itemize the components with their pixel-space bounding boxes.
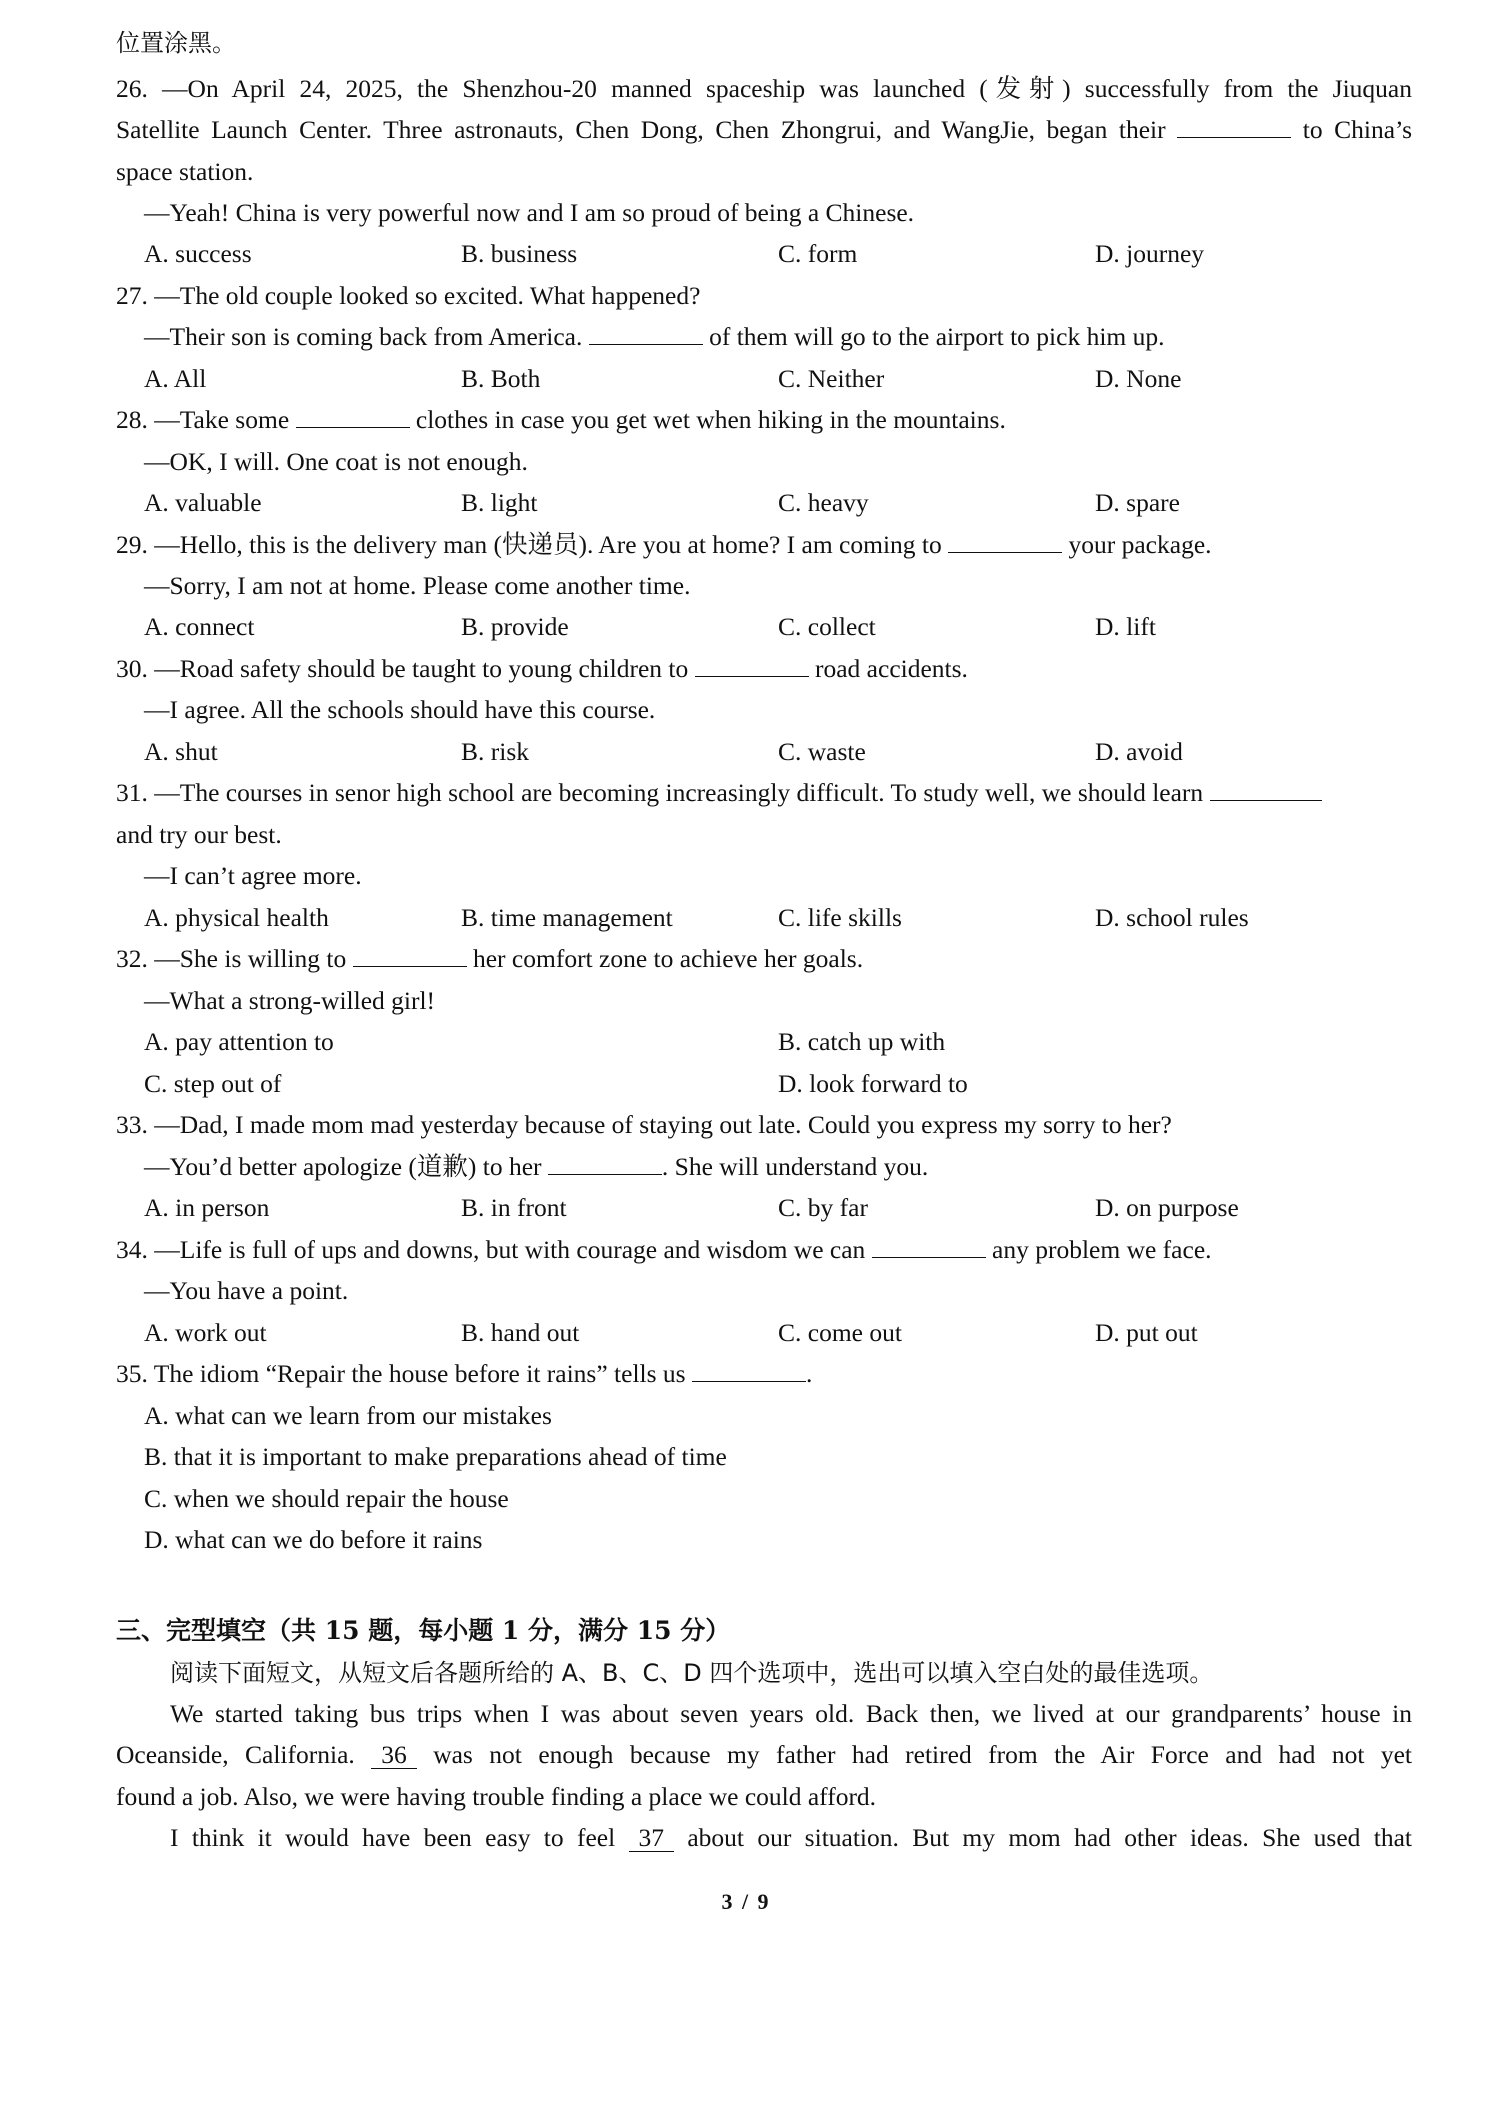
q35-option-d: D. what can we do before it rains	[144, 1525, 483, 1554]
q33-options	[144, 1191, 1412, 1225]
option-d: D. journey	[1095, 239, 1205, 268]
q28-options	[144, 486, 1412, 520]
option-c: C. Neither	[778, 364, 885, 393]
option-c: C. waste	[778, 737, 866, 766]
answer-blank	[872, 1235, 986, 1258]
q32-options-row2	[144, 1067, 1412, 1101]
q30-line1-b: road accidents.	[815, 654, 968, 683]
q29-reply: —Sorry, I am not at home. Please come another time.	[144, 571, 691, 600]
answer-blank	[948, 530, 1062, 553]
passage-p2-line1	[170, 1821, 1412, 1855]
option-c: C. collect	[778, 612, 876, 641]
q34-line1	[116, 1233, 1412, 1267]
q26-line3: space station.	[116, 157, 254, 186]
q33-reply	[144, 1150, 1412, 1184]
option-d: D. avoid	[1095, 737, 1183, 766]
answer-blank	[353, 944, 467, 967]
q27-line1: 27. —The old couple looked so excited. What happened?	[116, 281, 701, 310]
q31-line2: and try our best.	[116, 820, 282, 849]
passage-p1-line2	[116, 1738, 1412, 1772]
q33-line1: 33. —Dad, I made mom mad yesterday because of staying out late. Could you express my sorry to her?	[116, 1110, 1172, 1139]
page-number: 3 / 9	[721, 1889, 771, 1914]
q26-line2-a: Satellite Launch Center. Three astronauts, Chen Dong, Chen Zhongrui, and WangJie, began their	[116, 115, 1166, 144]
option-a: A. All	[144, 364, 207, 393]
q29-options	[144, 610, 1412, 644]
q32-reply: —What a strong-willed girl!	[144, 986, 436, 1015]
q30-options	[144, 735, 1412, 769]
option-b: B. time management	[461, 903, 673, 932]
option-d: D. put out	[1095, 1318, 1198, 1347]
option-b: B. provide	[461, 612, 569, 641]
passage-p1-line3: found a job. Also, we were having trouble finding a place we could afford.	[116, 1782, 877, 1811]
option-c: C. step out of	[144, 1069, 282, 1098]
q31-line1	[116, 776, 1412, 810]
q34-line1-b: any problem we face.	[992, 1235, 1212, 1264]
option-c: C. form	[778, 239, 858, 268]
option-a: A. pay attention to	[144, 1027, 334, 1056]
q26-reply: —Yeah! China is very powerful now and I am so proud of being a Chinese.	[144, 198, 915, 227]
option-b: B. Both	[461, 364, 541, 393]
option-d: D. spare	[1095, 488, 1180, 517]
option-c: C. by far	[778, 1193, 868, 1222]
passage-p1-line2-a: Oceanside, California.	[116, 1740, 355, 1769]
q29-line1-a: 29. —Hello, this is the delivery man (快递员). Are you at home? I am coming to	[116, 530, 942, 559]
option-c: C. heavy	[778, 488, 869, 517]
q27-reply-a: —Their son is coming back from America.	[144, 322, 583, 351]
option-a: A. physical health	[144, 903, 329, 932]
q26-line1: 26. —On April 24, 2025, the Shenzhou-20 manned spaceship was launched (发射) successfully from the Jiuquan	[116, 74, 1412, 103]
option-b: B. hand out	[461, 1318, 580, 1347]
q35-option-b: B. that it is important to make preparations ahead of time	[144, 1442, 727, 1471]
section3-heading: 三、完型填空（共 15 题，每小题 1 分，满分 15 分）	[116, 1616, 731, 1645]
option-d: D. lift	[1095, 612, 1156, 641]
option-d: D. None	[1095, 364, 1182, 393]
passage-p2-b: about our situation. But my mom had other ideas. She used that	[687, 1823, 1412, 1852]
q27-reply-b: of them will go to the airport to pick him up.	[709, 322, 1165, 351]
q29-line1-b: your package.	[1068, 530, 1212, 559]
option-a: A. valuable	[144, 488, 262, 517]
option-d: D. look forward to	[778, 1069, 968, 1098]
passage-p1-line1: We started taking bus trips when I was about seven years old. Back then, we lived at our grandparents’ house in	[170, 1699, 1412, 1728]
q26-options	[144, 237, 1412, 271]
option-b: B. business	[461, 239, 578, 268]
q33-reply-a: —You’d better apologize (道歉) to her	[144, 1152, 542, 1181]
option-c: C. come out	[778, 1318, 902, 1347]
q35-line1	[116, 1357, 1412, 1391]
option-b: B. in front	[461, 1193, 567, 1222]
answer-blank	[296, 405, 410, 428]
q35-option-a: A. what can we learn from our mistakes	[144, 1401, 552, 1430]
answer-blank	[589, 322, 703, 345]
q26-line2	[116, 113, 1412, 147]
section3-instruction: 阅读下面短文，从短文后各题所给的 A、B、C、D 四个选项中，选出可以填入空白处的最佳选项。	[170, 1659, 1214, 1687]
answer-blank	[1210, 778, 1322, 801]
q29-line1	[116, 528, 1412, 562]
q31-reply: —I can’t agree more.	[144, 861, 362, 890]
option-a: A. work out	[144, 1318, 267, 1347]
passage-p1-line2-b: was not enough because my father had retired from the Air Force and had not yet	[433, 1740, 1413, 1769]
blank-36: 36	[371, 1742, 417, 1769]
q34-options	[144, 1316, 1412, 1350]
q35-line1-b: .	[805, 1359, 813, 1388]
q31-line1-text: 31. —The courses in senor high school are becoming increasingly difficult. To study well, we should learn	[116, 778, 1204, 807]
answer-blank	[692, 1359, 806, 1382]
q30-line1-a: 30. —Road safety should be taught to young children to	[116, 654, 689, 683]
q30-line1	[116, 652, 1412, 686]
option-d: D. on purpose	[1095, 1193, 1239, 1222]
q35-line1-a: 35. The idiom “Repair the house before it rains” tells us	[116, 1359, 686, 1388]
q31-options	[144, 901, 1412, 935]
q33-reply-b: . She will understand you.	[661, 1152, 929, 1181]
q28-line1	[116, 403, 1412, 437]
option-a: A. in person	[144, 1193, 270, 1222]
answer-blank	[695, 654, 809, 677]
q32-line1-b: her comfort zone to achieve her goals.	[472, 944, 864, 973]
q27-reply	[144, 320, 1412, 354]
option-b: B. light	[461, 488, 538, 517]
passage-p2-a: I think it would have been easy to feel	[170, 1823, 616, 1852]
q32-line1-a: 32. —She is willing to	[116, 944, 347, 973]
q27-options	[144, 362, 1412, 396]
answer-blank	[1177, 115, 1291, 138]
q28-line1-a: 28. —Take some	[116, 405, 290, 434]
q34-line1-a: 34. —Life is full of ups and downs, but with courage and wisdom we can	[116, 1235, 866, 1264]
q34-reply: —You have a point.	[144, 1276, 349, 1305]
q32-options-row1	[144, 1025, 1412, 1059]
option-a: A. success	[144, 239, 252, 268]
answer-blank	[548, 1152, 662, 1175]
q32-line1	[116, 942, 1412, 976]
option-b: B. catch up with	[778, 1027, 946, 1056]
option-a: A. shut	[144, 737, 218, 766]
q28-line1-b: clothes in case you get wet when hiking in the mountains.	[415, 405, 1006, 434]
option-b: B. risk	[461, 737, 530, 766]
option-d: D. school rules	[1095, 903, 1249, 932]
q35-option-c: C. when we should repair the house	[144, 1484, 509, 1513]
q28-reply: —OK, I will. One coat is not enough.	[144, 447, 528, 476]
q30-reply: —I agree. All the schools should have this course.	[144, 695, 656, 724]
option-c: C. life skills	[778, 903, 902, 932]
top-text: 位置涂黑。	[116, 29, 236, 57]
option-a: A. connect	[144, 612, 255, 641]
q26-line2-b: to China’s	[1302, 115, 1413, 144]
blank-37: 37	[629, 1825, 675, 1852]
